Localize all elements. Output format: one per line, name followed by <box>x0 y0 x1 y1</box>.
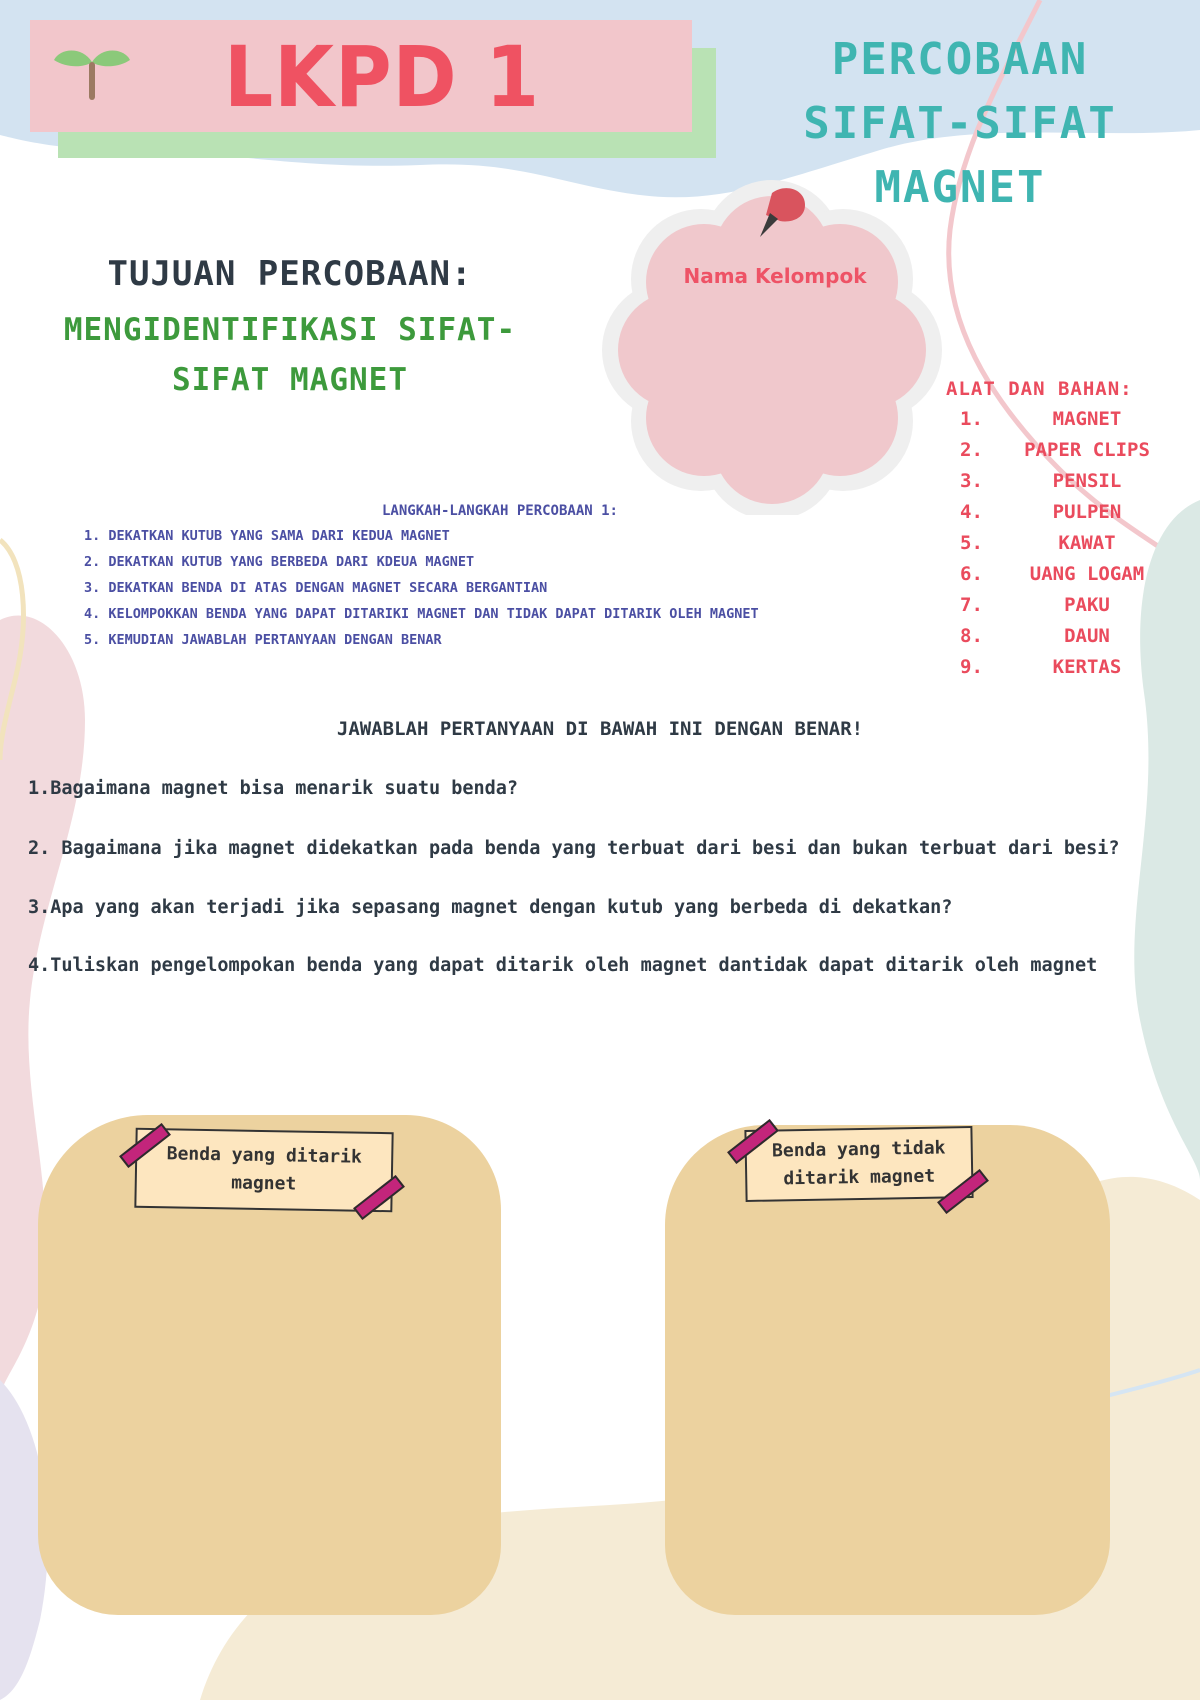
question-4: 4.Tuliskan pengelompokan benda yang dapat ditarik oleh magnet dantidak dapat ditarik oleh magnet <box>28 955 1098 976</box>
question-2: 2. Bagaimana jika magnet didekatkan pada benda yang terbuat dari besi dan bukan terbuat dari besi? <box>28 838 1120 859</box>
list-item: 5. KAWAT <box>960 532 1116 554</box>
list-item: 6. UANG LOGAM <box>960 563 1145 585</box>
sheet-title: LKPD 1 <box>224 28 541 126</box>
list-item: 9. KERTAS <box>960 656 1122 678</box>
list-item: 4. PULPEN <box>960 501 1122 523</box>
list-item: 1. DEKATKAN KUTUB YANG SAMA DARI KEDUA MAGNET <box>84 528 450 544</box>
question-1: 1.Bagaimana magnet bisa menarik suatu benda? <box>28 778 519 799</box>
goal-label: TUJUAN PERCOBAAN: <box>107 254 473 294</box>
question-3: 3.Apa yang akan terjadi jika sepasang magnet dengan kutub yang berbeda di dekatkan? <box>28 897 953 918</box>
materials-title: ALAT DAN BAHAN: <box>946 378 1133 400</box>
questions-title: JAWABLAH PERTANYAAN DI BAWAH INI DENGAN BENAR! <box>336 718 864 740</box>
list-item: 8. DAUN <box>960 625 1110 647</box>
note-label-attracted: Benda yang ditarik magnet <box>134 1128 393 1212</box>
steps-title: LANGKAH-LANGKAH PERCOBAAN 1: <box>381 503 618 519</box>
list-item: 2. DEKATKAN KUTUB YANG BERBEDA DARI KDEUA MAGNET <box>84 554 475 570</box>
list-item: 4. KELOMPOKKAN BENDA YANG DAPAT DITARIKI MAGNET DAN TIDAK DAPAT DITARIK OLEH MAGNET <box>84 606 759 622</box>
list-item: 3. PENSIL <box>960 470 1122 492</box>
group-name-card <box>600 175 945 515</box>
materials-list <box>960 408 1180 687</box>
note-label-not-attracted: Benda yang tidak ditarik magnet <box>744 1126 973 1202</box>
group-name-label: Nama Kelompok <box>683 264 867 288</box>
list-item: 7. PAKU <box>960 594 1110 616</box>
goal-text: MENGIDENTIFIKASI SIFAT-SIFAT MAGNET <box>63 312 517 398</box>
list-item: 2. PAPER CLIPS <box>960 439 1150 461</box>
list-item: 1. MAGNET <box>960 408 1122 430</box>
steps-list <box>84 528 884 658</box>
topic-title: PERCOBAAN SIFAT-SIFAT MAGNET <box>803 34 1117 213</box>
sprout-icon <box>52 42 132 102</box>
list-item: 5. KEMUDIAN JAWABLAH PERTANYAAN DENGAN BENAR <box>84 632 442 648</box>
list-item: 3. DEKATKAN BENDA DI ATAS DENGAN MAGNET SECARA BERGANTIAN <box>84 580 548 596</box>
